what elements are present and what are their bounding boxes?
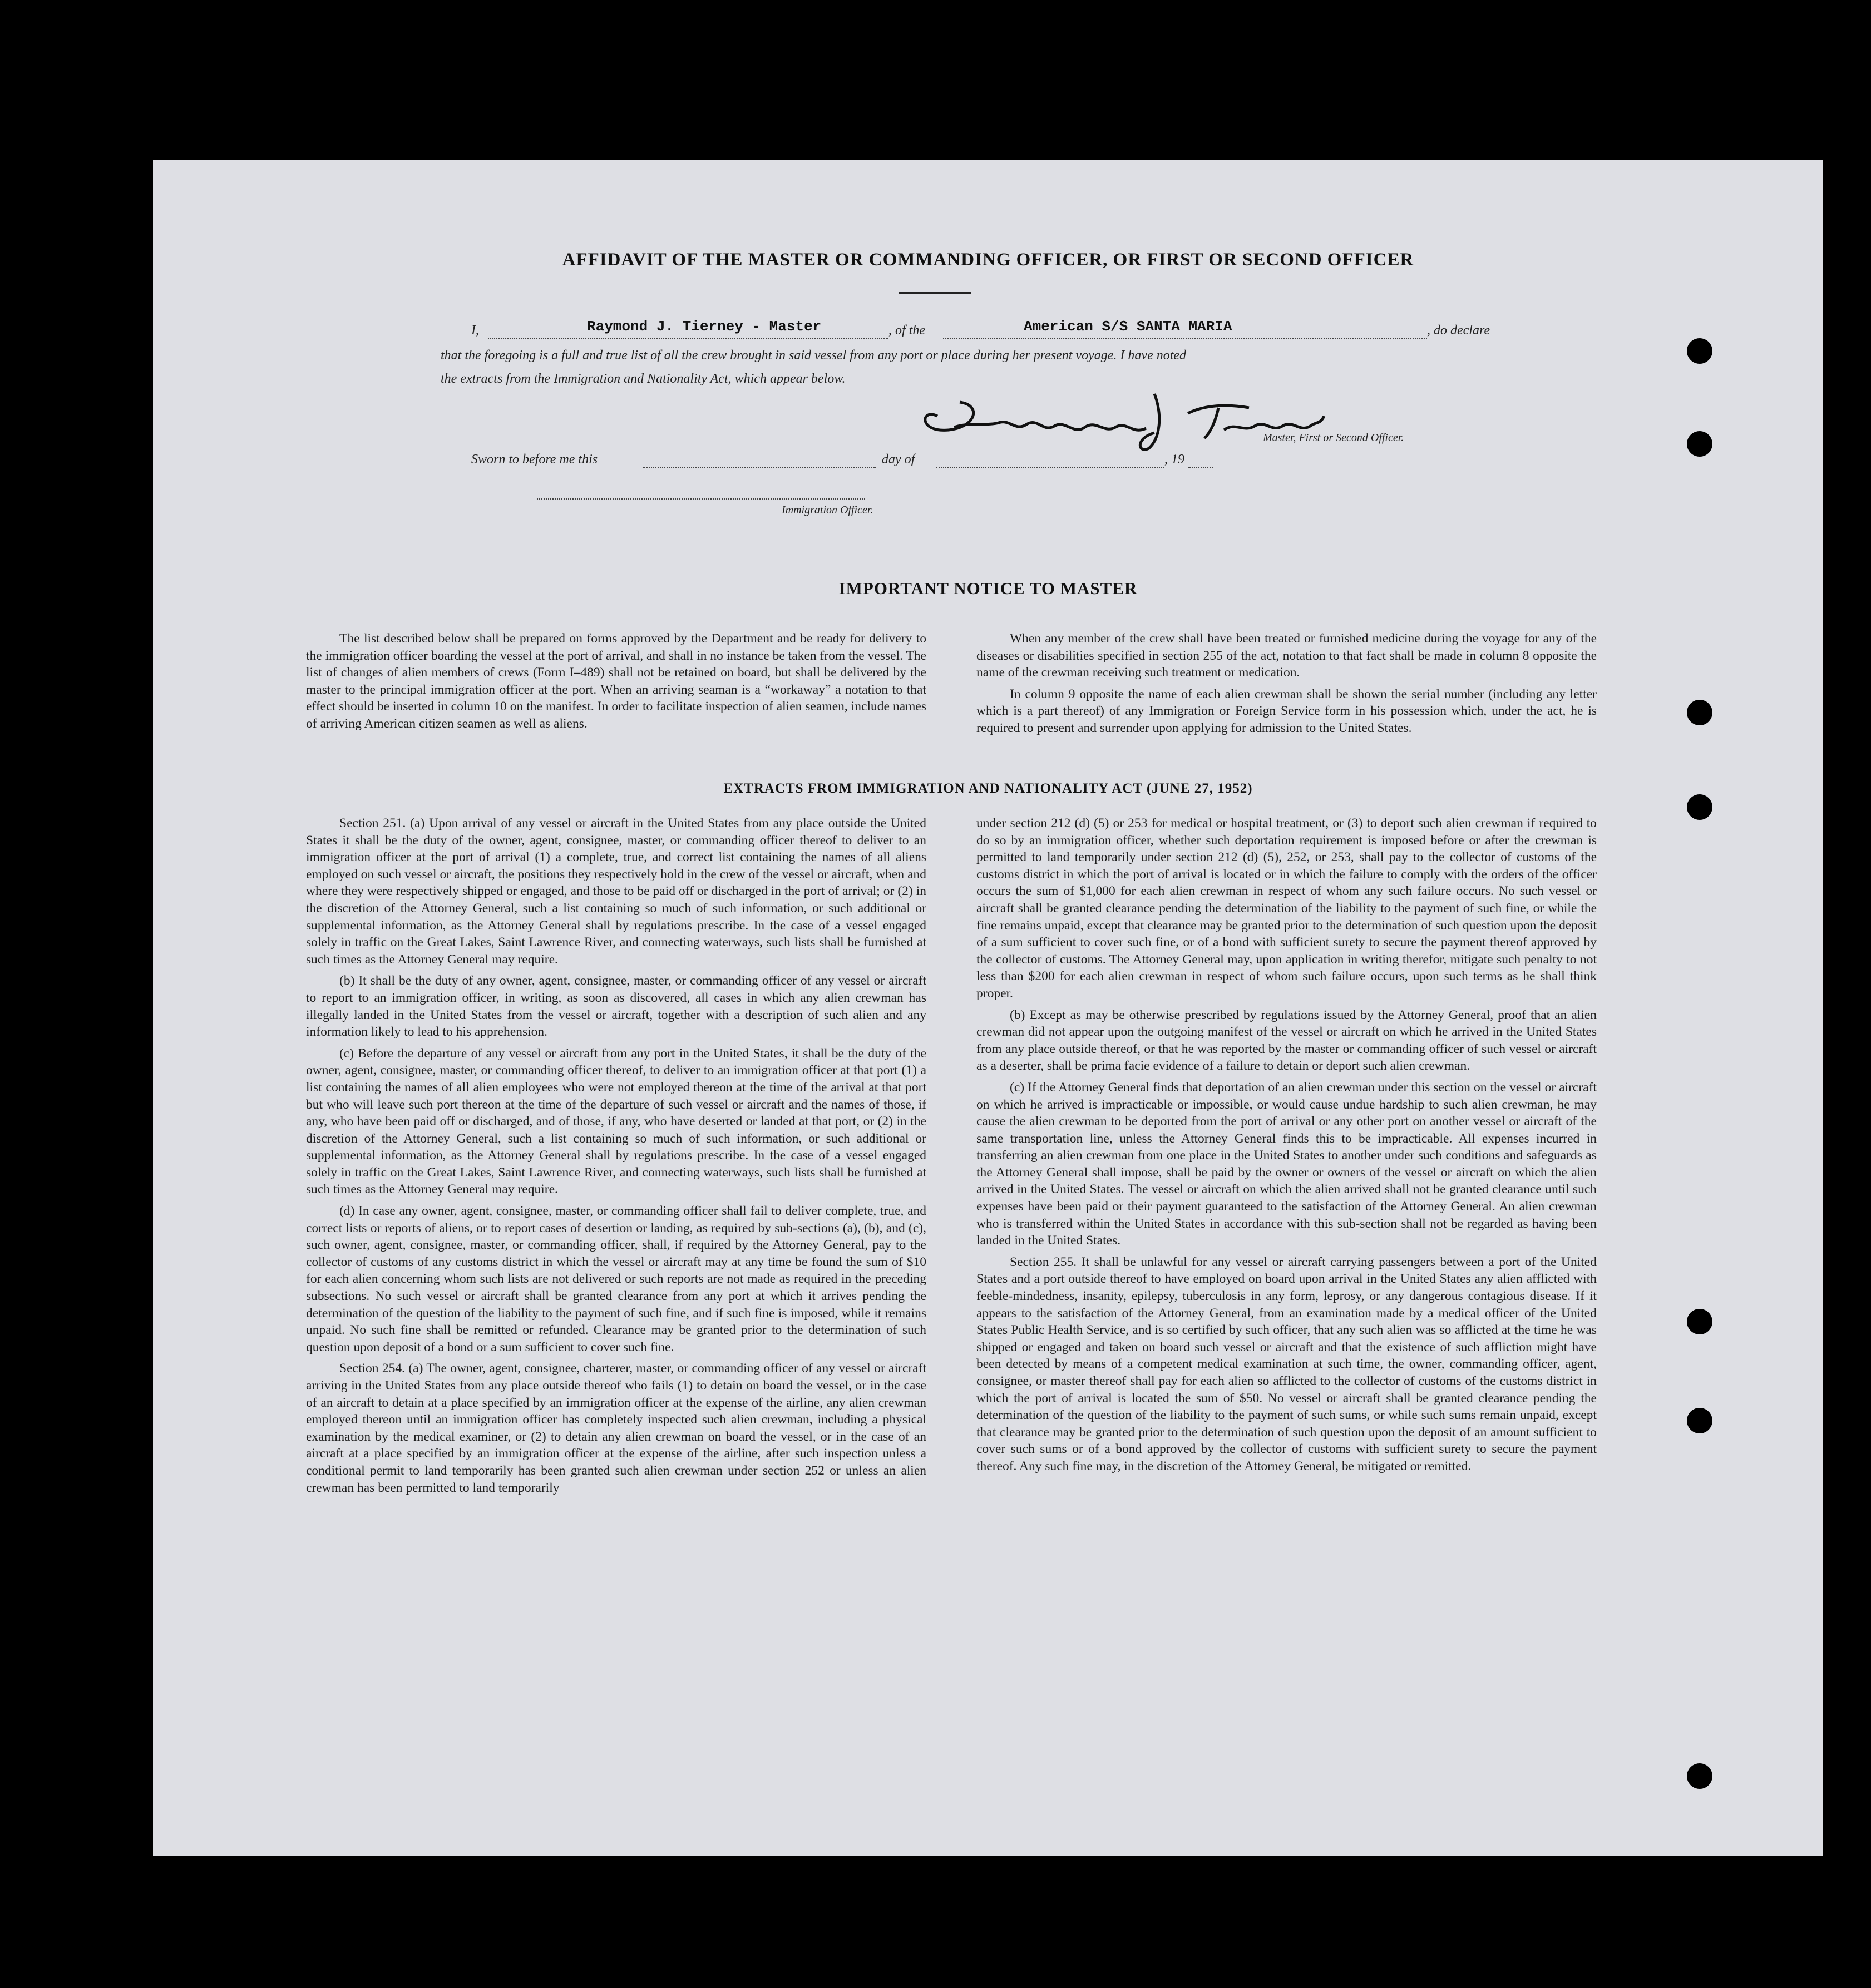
- act-paragraph: (b) It shall be the duty of any owner, agent, consignee, master, or commanding officer of any vessel or aircraft to report to an immigration officer, in writing, as soon as discovered, all cases in which any alien crewman has illegally landed in the United States from the vessel or aircraft, together with a description of such alien and any information likely to lead to his apprehension.: [306, 973, 926, 1040]
- binder-hole: [1687, 338, 1712, 364]
- binder-hole: [1687, 1408, 1712, 1433]
- document-page: [153, 160, 1823, 1856]
- sworn-text: Sworn to before me this: [471, 452, 598, 467]
- affidavit-title: AFFIDAVIT OF THE MASTER OR COMMANDING OFFICER, OR FIRST OR SECOND OFFICER: [562, 250, 1414, 270]
- immigration-officer-caption: Immigration Officer.: [782, 504, 873, 516]
- extracts-title: EXTRACTS FROM IMMIGRATION AND NATIONALITY ACT (JUNE 27, 1952): [723, 781, 1253, 796]
- binder-hole: [1687, 1763, 1712, 1789]
- act-paragraph: Section 254. (a) The owner, agent, consignee, charterer, master, or commanding officer of any vessel or aircraft arriving in the United States from any place outside thereof who fails (1) to detain on board the vessel, or in the case of an aircraft to detain at a place specified by an immigration officer at the expense of the airline, any alien crewman employed thereon until an immigration officer has completely inspected such alien crewman, including a physical examination by the medical examiner, or (2) to detain any alien crewman on board the vessel, or in the case of an aircraft at a place specified by an immigration officer at the expense of the airline, after such inspection unless a conditional permit to land temporarily has been granted such alien crewman under section 252 or unless an alien crewman has been permitted to land temporarily: [306, 1361, 926, 1495]
- notice-right-column: [976, 630, 1597, 741]
- month-dotline: [936, 467, 1164, 468]
- notice-title: IMPORTANT NOTICE TO MASTER: [838, 578, 1138, 598]
- day-of-text: day of: [882, 452, 915, 467]
- officer-dotline: [537, 498, 865, 500]
- notice-paragraph: When any member of the crew shall have been treated or furnished medicine during the voyage for any of the diseases or disabilities specified in section 255 of the act, notation to that fact shall be made in column 8 opposite the name of the crewman receiving such treatment or medication.: [976, 631, 1597, 680]
- declaration-line-3: the extracts from the Immigration and Nationality Act, which appear below.: [441, 372, 846, 386]
- declaration-line-2: that the foregoing is a full and true list of all the crew brought in said vessel from any port or place during her present voyage. I have noted: [441, 348, 1187, 363]
- pronoun: I,: [471, 323, 479, 338]
- notice-left-column: [306, 630, 926, 737]
- extracts-right-column: [976, 815, 1597, 1480]
- signature-caption: Master, First or Second Officer.: [1263, 432, 1404, 444]
- act-paragraph: Section 255. It shall be unlawful for any vessel or aircraft carrying passengers between a port of the United States and a port outside thereof to have employed on board upon arrival in the United States any alien afflicted with feeble-mindedness, insanity, epilepsy, tuberculosis in any form, leprosy, or any dangerous contagious disease. If it appears to the satisfaction of the Attorney General, from an examination made by a medical officer of the United States Public Health Service, and is so certified by such officer, that any such alien was so afflicted at the time he was shipped or engaged and taken on board such vessel or aircraft and that the existence of such affliction might have been detected by means of a competent medical examination at such time, the owner, commanding officer, agent, consignee, or master thereof shall pay for each alien so afflicted to the collector of customs of the customs district in which the port of arrival is located the sum of $50. No vessel or aircraft shall be granted clearance pending the determination of the question of the liability to the payment of such sums, or while such sums remain unpaid, except that clearance may be granted prior to the determination of such question upon the deposit of an amount sufficient to cover such sums or of a bond approved by the collector of customs with sufficient surety to secure the payment thereof. Any such fine may, in the discretion of the Attorney General, be mitigated or remitted.: [976, 1254, 1597, 1473]
- act-paragraph: Section 251. (a) Upon arrival of any vessel or aircraft in the United States from any place outside the United States it shall be the duty of the owner, agent, consignee, master, or commanding officer thereof to deliver to an immigration officer at the port of arrival (1) a complete, true, and correct list containing the names of all aliens employed on such vessel or aircraft, the positions they respectively hold in the crew of the vessel or aircraft, when and where they were respectively shipped or engaged, and those to be paid off or discharged in the port of arrival; or (2) in the discretion of the Attorney General, such a list containing so much of such information, or such additional or supplemental information, as the Attorney General shall by regulations prescribe. In the case of a vessel engaged solely in traffic on the Great Lakes, Saint Lawrence River, and connecting waterways, such lists shall be furnished at such times as the Attorney General may require.: [306, 816, 926, 967]
- act-paragraph: (d) In case any owner, agent, consignee, master, or commanding officer shall fail to deliver complete, true, and correct lists or reports of aliens, or to report cases of desertion or landing, as required by sub-sections (a), (b), and (c), such owner, agent, consignee, master, or commanding officer, shall, if required by the Attorney General, pay to the collector of customs of any customs district in which the vessel or aircraft may at any time be found the sum of $10 for each alien concerning whom such lists are not delivered or such reports are not made as required in the preceding subsections. No such vessel or aircraft shall be granted clearance from any port at which it arrives pending the determination of the question of the liability to the payment of such fine, and if such fine is imposed, while it remains unpaid. No such fine shall be remitted or refunded. Clearance may be granted prior to the determination of such question upon deposit of a bond or a sum sufficient to cover such fine.: [306, 1204, 926, 1354]
- title-rule: [899, 292, 971, 294]
- act-paragraph: under section 212 (d) (5) or 253 for medical or hospital treatment, or (3) to deport such alien crewman if required to do so by an immigration officer, whether such deportation requirement is imposed before or after the crewman is permitted to land temporarily under section 212 (d) (5), 252, or 253, shall pay to the collector of customs of the customs district in which the port of arrival is located or in which the failure to comply with the orders of the officer occurs the sum of $1,000 for each alien crewman in respect of whom any such failure occurs. No such vessel or aircraft shall be granted clearance pending the determination of the liability to the payment of such fine, or while the fine remains unpaid, except that clearance may be granted prior to the determination of such question upon the deposit of a sum sufficient to cover such fine, or of a bond with sufficient surety to secure the payment thereof approved by the collector of customs. The Attorney General may, upon application in writing therefor, mitigate such penalty to not less than $200 for each alien crewman in respect of whom such failure occurs, upon such terms as he shall think proper.: [976, 816, 1597, 1001]
- act-paragraph: (c) If the Attorney General finds that deportation of an alien crewman under this section on the vessel or aircraft on which he arrived is impracticable or impossible, or would cause undue hardship to such alien crewman, he may cause the alien crewman to be deported from the port of arrival or any other port on another vessel or aircraft of the same transportation line, unless the Attorney General finds this to be impracticable. All expenses incurred in transferring an alien crewman from one place in the United States to another under such conditions and safeguards as the Attorney General shall impose, shall be paid by the owner or owners of the vessel or aircraft on which the alien arrived in the United States. The vessel or aircraft on which the alien arrived shall not be granted clearance until such expenses have been paid or their payment guaranteed to the satisfaction of the Attorney General. An alien crewman who is transferred within the United States in accordance with this sub-section shall not be regarded as having been landed in the United States.: [976, 1080, 1597, 1248]
- act-paragraph: (c) Before the departure of any vessel or aircraft from any port in the United States, it shall be the duty of the owner, agent, consignee, master, or commanding officer thereof, to deliver to an immigration officer at that port (1) a list containing the names of all alien employees who were not employed thereon at the time of the arrival at that port but who will leave such port thereon at the time of the departure of such vessel or aircraft and the names of those, if any, who have been paid off or discharged, and of those, if any, who have deserted or landed at that port, or (2) in the discretion of the Attorney General, such a list containing so much of such information, or such additional or supplemental information, as the Attorney General shall by regulations prescribe. In the case of a vessel engaged solely in traffic on the Great Lakes, Saint Lawrence River, and connecting waterways, such lists shall be furnished at such times as the Attorney General may require.: [306, 1046, 926, 1197]
- binder-hole: [1687, 431, 1712, 457]
- extracts-left-column: [306, 815, 926, 1501]
- do-declare-text: , do declare: [1427, 323, 1490, 338]
- sworn-day-dotline: [643, 467, 876, 468]
- year-text: , 19: [1164, 452, 1184, 467]
- year-dotline: [1188, 467, 1213, 468]
- of-the-text: , of the: [888, 323, 925, 338]
- vessel-dotline: [943, 338, 1427, 339]
- notice-paragraph: The list described below shall be prepared on forms approved by the Department and be ready for delivery to the immigration officer boarding the vessel at the port of arrival, and shall in no instance be taken from the vessel. The list of changes of alien members of crews (Form I–489) shall not be retained on board, but shall be delivered by the master to the principal immigration officer at the port. When an arriving seaman is a “workaway” a notation to that effect should be inserted in column 10 on the manifest. In order to facilitate inspection of alien seamen, include names of arriving American citizen seamen as well as aliens.: [306, 631, 926, 731]
- binder-hole: [1687, 700, 1712, 725]
- name-dotline: [488, 338, 888, 339]
- vessel-name: American S/S SANTA MARIA: [1024, 318, 1232, 335]
- act-paragraph: (b) Except as may be otherwise prescribed by regulations issued by the Attorney General, proof that an alien crewman did not appear upon the outgoing manifest of the vessel or aircraft on which he arrived in the United States from any place outside thereof, or that he was reported by the master or commanding officer of such vessel or aircraft as a deserter, shall be prima facie evidence of a failure to detain or deport such alien crewman.: [976, 1007, 1597, 1074]
- binder-hole: [1687, 794, 1712, 820]
- notice-paragraph: In column 9 opposite the name of each alien crewman shall be shown the serial number (including any letter which is a part thereof) of any Immigration or Foreign Service form in his possession which, under the act, he is required to present and surrender upon applying for admission to the United States.: [976, 686, 1597, 735]
- master-name: Raymond J. Tierney - Master: [587, 318, 822, 335]
- binder-hole: [1687, 1309, 1712, 1334]
